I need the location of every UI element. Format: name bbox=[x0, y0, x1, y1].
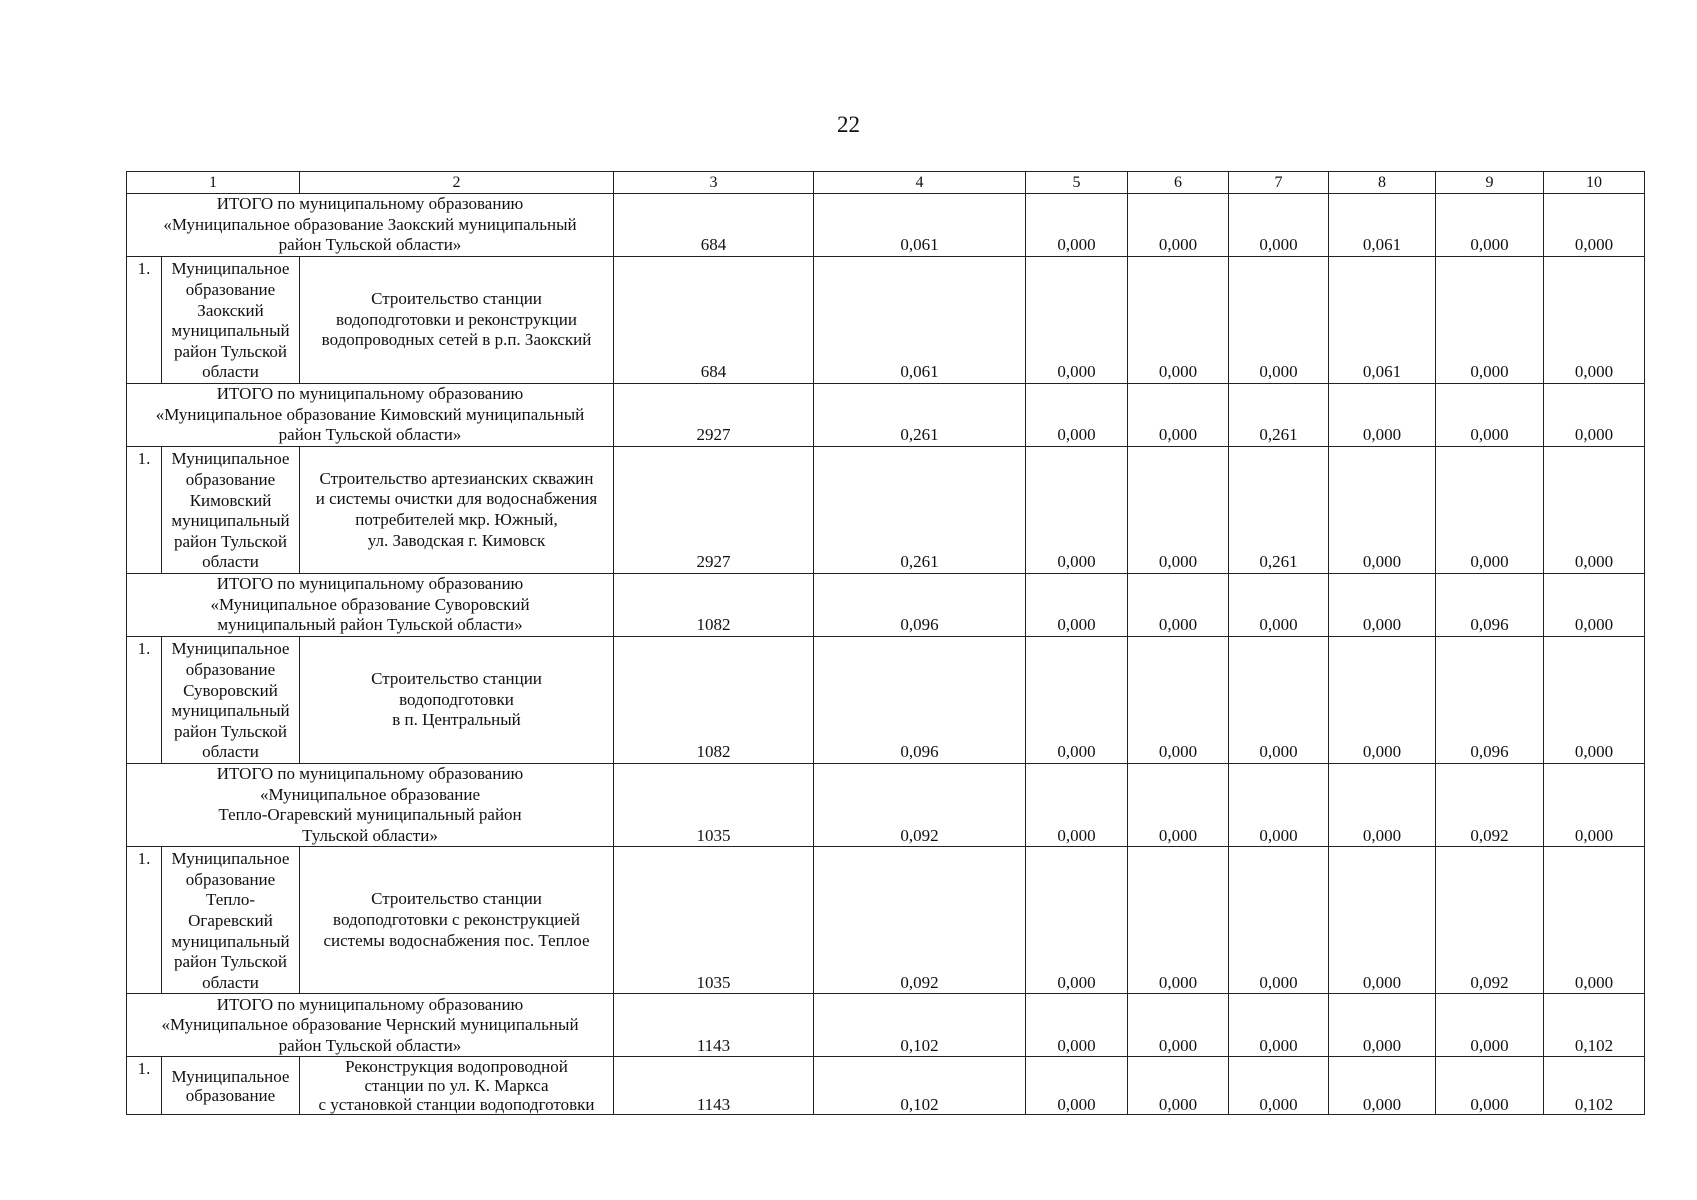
total-label: ИТОГО по муниципальному образованию «Муниципальное образование Кимовский муниципальный район Тульской области» bbox=[127, 384, 614, 447]
table-cell: 0,000 bbox=[1128, 447, 1229, 574]
table-cell: 0,000 bbox=[1544, 447, 1645, 574]
project-name: Строительство станции водоподготовки с реконструкцией системы водоснабжения пос. Теплое bbox=[300, 847, 614, 994]
table-cell: 0,000 bbox=[1436, 384, 1544, 447]
table-row-item bbox=[127, 847, 1645, 994]
table-cell: 2927 bbox=[614, 447, 814, 574]
total-label: ИТОГО по муниципальному образованию «Муниципальное образование Заокский муниципальный район Тульской области» bbox=[127, 194, 614, 257]
column-number-row bbox=[127, 172, 1645, 194]
item-number: 1. bbox=[127, 847, 162, 994]
column-header: 6 bbox=[1128, 172, 1229, 194]
municipality-name: Муниципальное образование Кимовский муниципальный район Тульской области bbox=[162, 447, 300, 574]
table-cell: 0,000 bbox=[1128, 194, 1229, 257]
table-cell: 0,061 bbox=[814, 194, 1026, 257]
table-cell: 0,096 bbox=[814, 637, 1026, 764]
table-cell: 0,000 bbox=[1026, 384, 1128, 447]
table-cell: 0,092 bbox=[1436, 847, 1544, 994]
table-cell: 0,000 bbox=[1544, 574, 1645, 637]
table-cell: 2927 bbox=[614, 384, 814, 447]
table-cell: 0,000 bbox=[1026, 847, 1128, 994]
table-cell: 0,261 bbox=[1229, 447, 1329, 574]
column-header: 5 bbox=[1026, 172, 1128, 194]
table-cell: 0,000 bbox=[1436, 447, 1544, 574]
table-cell: 0,000 bbox=[1026, 257, 1128, 384]
table-cell: 0,000 bbox=[1329, 1057, 1436, 1115]
table-cell: 0,000 bbox=[1544, 384, 1645, 447]
municipality-name: Муниципальное образование Тепло- Огаревский муниципальный район Тульской области bbox=[162, 847, 300, 994]
table-cell: 0,102 bbox=[814, 994, 1026, 1057]
table-cell: 0,000 bbox=[1128, 257, 1229, 384]
total-label: ИТОГО по муниципальному образованию «Муниципальное образование Суворовский муниципальный район Тульской области» bbox=[127, 574, 614, 637]
table-cell: 0,000 bbox=[1229, 1057, 1329, 1115]
table-row-total bbox=[127, 994, 1645, 1057]
column-header: 9 bbox=[1436, 172, 1544, 194]
table-cell: 0,261 bbox=[814, 384, 1026, 447]
table-cell: 0,000 bbox=[1436, 1057, 1544, 1115]
table-cell: 0,000 bbox=[1229, 994, 1329, 1057]
table-cell: 0,102 bbox=[1544, 994, 1645, 1057]
table-row-item bbox=[127, 1057, 1645, 1115]
table-cell: 0,000 bbox=[1329, 764, 1436, 847]
project-name: Реконструкция водопроводной станции по ул. К. Маркса с установкой станции водоподготовки bbox=[300, 1057, 614, 1115]
table-cell: 0,000 bbox=[1544, 637, 1645, 764]
table-cell: 0,261 bbox=[1229, 384, 1329, 447]
table-cell: 0,000 bbox=[1026, 637, 1128, 764]
table-row-total bbox=[127, 764, 1645, 847]
column-header: 4 bbox=[814, 172, 1026, 194]
table-cell: 0,061 bbox=[1329, 194, 1436, 257]
table-row-total bbox=[127, 574, 1645, 637]
investment-table bbox=[126, 171, 1645, 1115]
table-cell: 0,000 bbox=[1026, 1057, 1128, 1115]
item-number: 1. bbox=[127, 257, 162, 384]
page-number: 22 bbox=[837, 112, 860, 137]
table-cell: 0,000 bbox=[1329, 847, 1436, 994]
table-cell: 0,000 bbox=[1544, 847, 1645, 994]
table-cell: 0,000 bbox=[1436, 257, 1544, 384]
table-cell: 1082 bbox=[614, 574, 814, 637]
table-cell: 0,000 bbox=[1229, 847, 1329, 994]
table-cell: 684 bbox=[614, 257, 814, 384]
item-number: 1. bbox=[127, 637, 162, 764]
municipality-name: Муниципальное образование bbox=[162, 1057, 300, 1115]
table-cell: 0,000 bbox=[1329, 994, 1436, 1057]
table-cell: 0,096 bbox=[814, 574, 1026, 637]
table-cell: 0,096 bbox=[1436, 574, 1544, 637]
table-cell: 0,000 bbox=[1026, 994, 1128, 1057]
table-cell: 0,102 bbox=[1544, 1057, 1645, 1115]
table-cell: 0,000 bbox=[1544, 257, 1645, 384]
table-cell: 1082 bbox=[614, 637, 814, 764]
table-cell: 0,000 bbox=[1329, 384, 1436, 447]
column-header: 8 bbox=[1329, 172, 1436, 194]
total-label: ИТОГО по муниципальному образованию «Муниципальное образование Тепло-Огаревский муниципальный район Тульской области» bbox=[127, 764, 614, 847]
table-cell: 0,000 bbox=[1229, 257, 1329, 384]
table-cell: 684 bbox=[614, 194, 814, 257]
table-cell: 0,000 bbox=[1329, 637, 1436, 764]
table-cell: 0,061 bbox=[1329, 257, 1436, 384]
table-cell: 0,000 bbox=[1128, 764, 1229, 847]
table-cell: 0,061 bbox=[814, 257, 1026, 384]
table-cell: 0,261 bbox=[814, 447, 1026, 574]
table-cell: 0,092 bbox=[814, 764, 1026, 847]
table-cell: 0,000 bbox=[1229, 764, 1329, 847]
column-header: 3 bbox=[614, 172, 814, 194]
table-cell: 0,000 bbox=[1329, 447, 1436, 574]
table-cell: 0,000 bbox=[1128, 847, 1229, 994]
table-cell: 0,000 bbox=[1128, 574, 1229, 637]
table-cell: 0,102 bbox=[814, 1057, 1026, 1115]
table-cell: 0,000 bbox=[1128, 994, 1229, 1057]
table-cell: 0,000 bbox=[1229, 574, 1329, 637]
table-cell: 1143 bbox=[614, 1057, 814, 1115]
table-cell: 0,000 bbox=[1544, 194, 1645, 257]
table-row-total bbox=[127, 194, 1645, 257]
table-cell: 0,000 bbox=[1026, 194, 1128, 257]
table-row-total bbox=[127, 384, 1645, 447]
municipality-name: Муниципальное образование Заокский муниципальный район Тульской области bbox=[162, 257, 300, 384]
table-cell: 0,000 bbox=[1544, 764, 1645, 847]
table-cell: 0,092 bbox=[814, 847, 1026, 994]
project-name: Строительство станции водоподготовки и реконструкции водопроводных сетей в р.п. Заокский bbox=[300, 257, 614, 384]
item-number: 1. bbox=[127, 447, 162, 574]
project-name: Строительство станции водоподготовки в п. Центральный bbox=[300, 637, 614, 764]
municipality-name: Муниципальное образование Суворовский муниципальный район Тульской области bbox=[162, 637, 300, 764]
table-cell: 0,000 bbox=[1026, 574, 1128, 637]
column-header: 10 bbox=[1544, 172, 1645, 194]
total-label: ИТОГО по муниципальному образованию «Муниципальное образование Чернский муниципальный район Тульской области» bbox=[127, 994, 614, 1057]
column-header: 2 bbox=[300, 172, 614, 194]
table-cell: 1143 bbox=[614, 994, 814, 1057]
table-cell: 0,092 bbox=[1436, 764, 1544, 847]
table-cell: 0,000 bbox=[1329, 574, 1436, 637]
column-header: 1 bbox=[127, 172, 300, 194]
table-row-item bbox=[127, 447, 1645, 574]
table-row-item bbox=[127, 257, 1645, 384]
table-cell: 0,000 bbox=[1229, 194, 1329, 257]
table-cell: 0,000 bbox=[1026, 764, 1128, 847]
table-cell: 0,000 bbox=[1436, 194, 1544, 257]
table-cell: 0,000 bbox=[1229, 637, 1329, 764]
table-cell: 0,000 bbox=[1128, 384, 1229, 447]
table-cell: 0,000 bbox=[1026, 447, 1128, 574]
table-cell: 0,096 bbox=[1436, 637, 1544, 764]
table-cell: 0,000 bbox=[1128, 1057, 1229, 1115]
table-row-item bbox=[127, 637, 1645, 764]
table-cell: 1035 bbox=[614, 847, 814, 994]
item-number: 1. bbox=[127, 1057, 162, 1115]
table-cell: 0,000 bbox=[1436, 994, 1544, 1057]
table-cell: 0,000 bbox=[1128, 637, 1229, 764]
project-name: Строительство артезианских скважин и системы очистки для водоснабжения потребителей мкр. Южный, ул. Заводская г. Кимовск bbox=[300, 447, 614, 574]
column-header: 7 bbox=[1229, 172, 1329, 194]
table-cell: 1035 bbox=[614, 764, 814, 847]
